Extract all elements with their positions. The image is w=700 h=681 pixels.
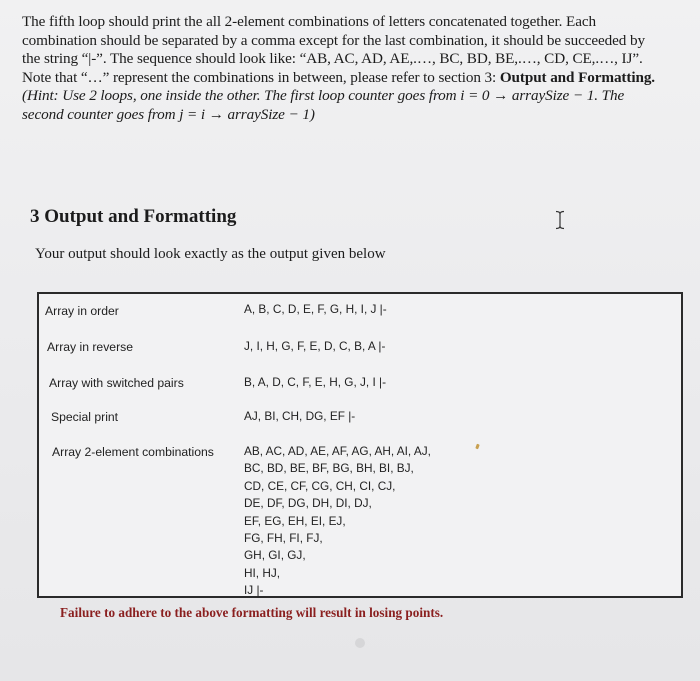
combination-line: FG, FH, FI, FJ, xyxy=(244,531,323,546)
smudge xyxy=(355,638,365,648)
paragraph-line-4 xyxy=(22,69,694,88)
combination-line: IJ |- xyxy=(244,583,264,598)
combination-line: AB, AC, AD, AE, AF, AG, AH, AI, AJ, xyxy=(244,444,431,458)
combination-line: EF, EG, EH, EI, EJ, xyxy=(244,513,346,528)
output-box xyxy=(37,292,683,598)
hint-line-1: (Hint: Use 2 loops, one inside the other. The first loop counter goes from i = 0 → arraySize − 1. The xyxy=(22,87,625,105)
row-value-special-print: AJ, BI, CH, DG, EF |- xyxy=(244,409,356,423)
paragraph-line-2: combination should be separated by a comma except for the last combination, it should be succeeded by xyxy=(22,31,645,49)
paragraph-line-5 xyxy=(22,87,694,106)
instruction-paragraph xyxy=(22,13,694,125)
row-label-reverse: Array in reverse xyxy=(47,340,134,354)
paragraph-line-3: the string “|-”. The sequence should look like: “AB, AC, AD, AE,.…, BC, BD, BE,.…, CD, CE,.…, IJ”. xyxy=(22,50,643,68)
section-reference: Output and Formatting. xyxy=(499,68,656,86)
section-subtitle: Your output should look exactly as the output given below xyxy=(35,246,386,262)
row-label-combinations: Array 2-element combinations xyxy=(52,445,214,459)
combination-line: DE, DF, DG, DH, DI, DJ, xyxy=(244,496,372,511)
paragraph-line-4-text: Note that “…” represent the combinations in between, please refer to section 3: xyxy=(22,68,500,86)
combinations-list xyxy=(244,443,431,600)
row-value-switched-pairs: B, A, D, C, F, E, H, G, J, I |- xyxy=(244,375,387,389)
failure-warning: Failure to adhere to the above formatting will result in losing points. xyxy=(60,605,444,620)
row-label-in-order: Array in order xyxy=(45,304,119,318)
paragraph-line-1: The fifth loop should print the all 2-element combinations of letters concatenated together. Each xyxy=(22,13,596,30)
section-heading: 3 Output and Formatting xyxy=(30,206,237,227)
text-cursor-icon xyxy=(553,210,567,230)
row-label-special-print: Special print xyxy=(51,410,119,424)
combination-line: HI, HJ, xyxy=(244,565,281,580)
row-value-reverse: J, I, H, G, F, E, D, C, B, A |- xyxy=(244,339,386,353)
row-value-in-order: A, B, C, D, E, F, G, H, I, J |- xyxy=(244,302,387,316)
paragraph-line-6 xyxy=(22,106,694,125)
row-label-switched-pairs: Array with switched pairs xyxy=(49,376,184,390)
hint-line-2: second counter goes from j = i → arraySize − 1) xyxy=(22,105,315,123)
combination-line: BC, BD, BE, BF, BG, BH, BI, BJ, xyxy=(244,461,414,476)
combination-line: GH, GI, GJ, xyxy=(244,548,306,563)
combination-line: CD, CE, CF, CG, CH, CI, CJ, xyxy=(244,478,396,493)
